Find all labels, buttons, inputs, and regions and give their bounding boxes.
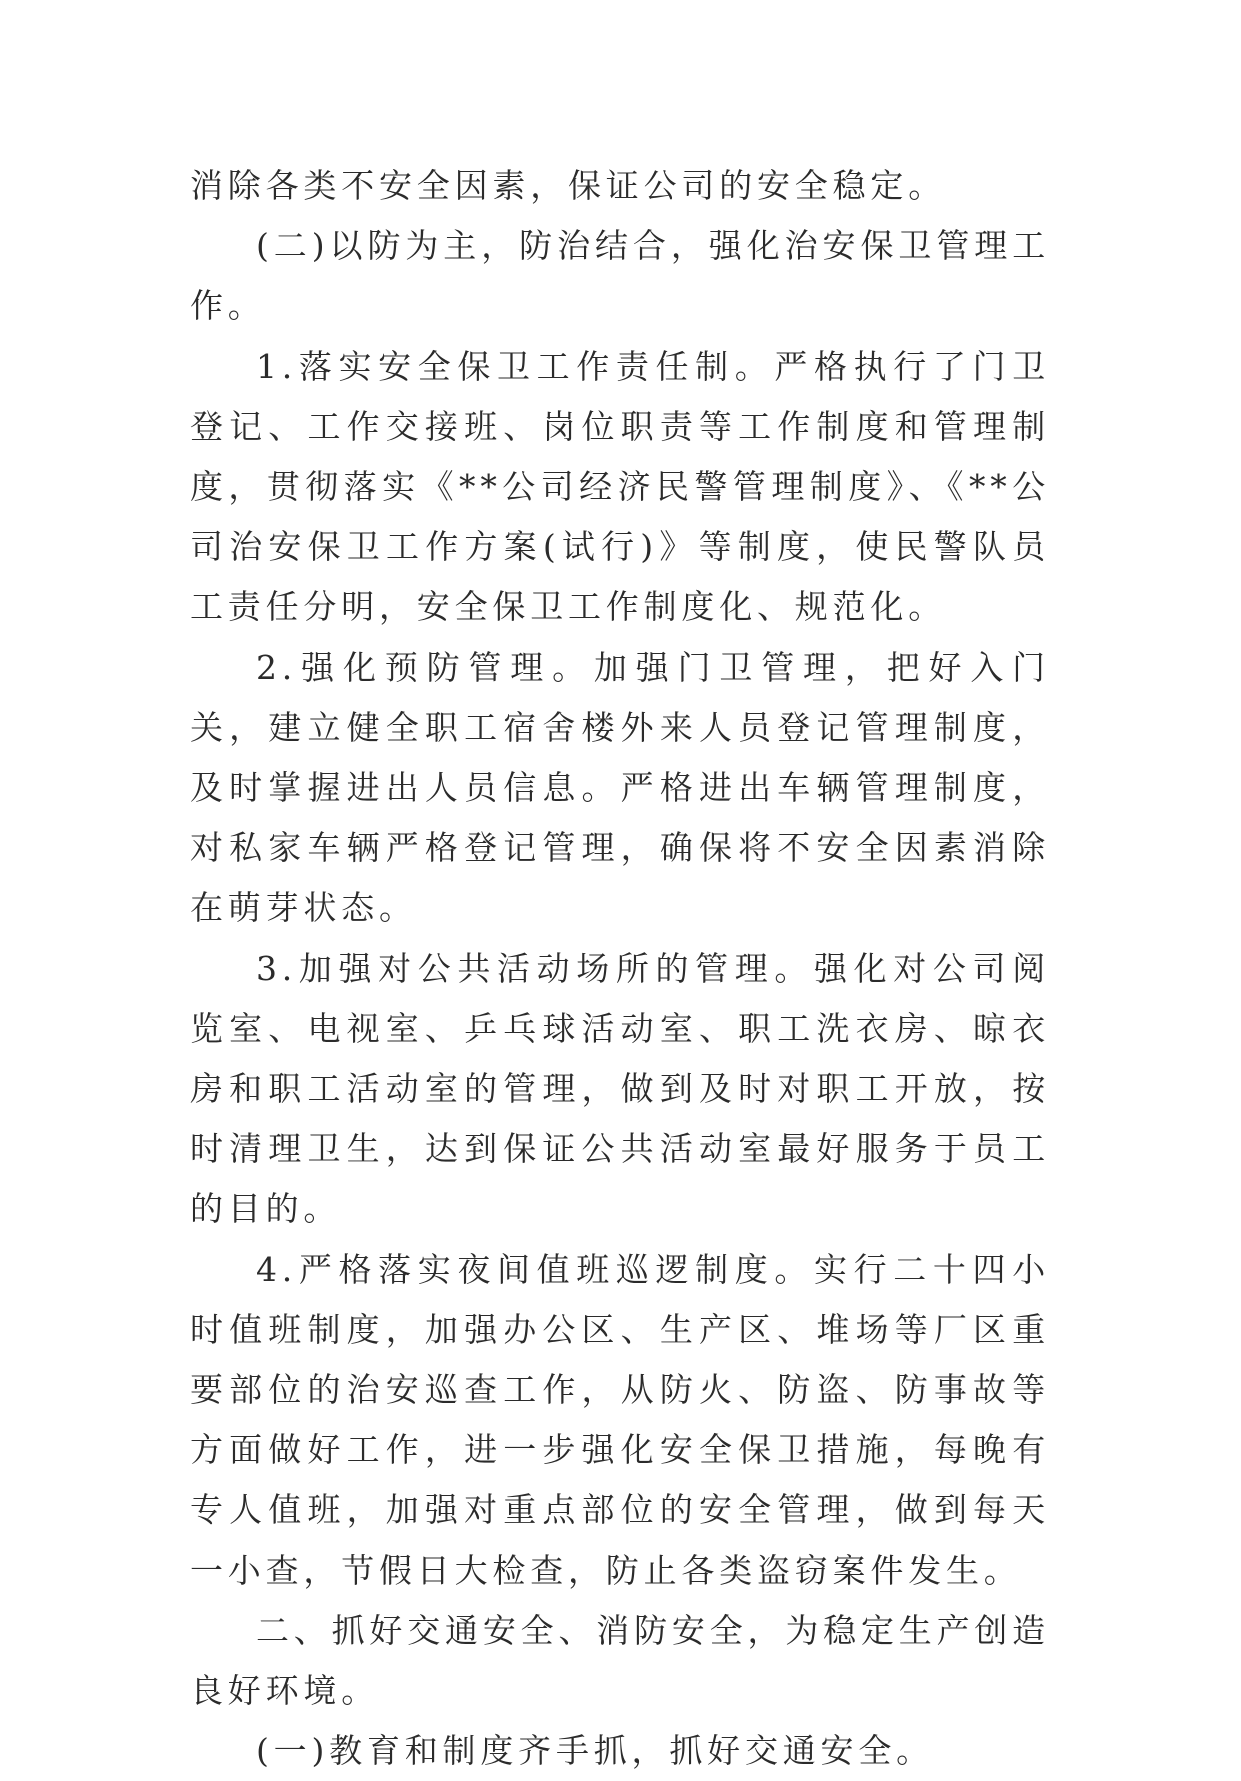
document-body <box>190 156 1050 1781</box>
paragraph: 3.加强对公共活动场所的管理。强化对公司阅览室、电视室、乒乓球活动室、职工洗衣房、晾衣房和职工活动室的管理，做到及时对职工开放，按时清理卫生，达到保证公共活动室最好服务于员工的目的。 <box>190 948 1050 1229</box>
paragraph: 4.严格落实夜间值班巡逻制度。实行二十四小时值班制度，加强办公区、生产区、堆场等厂区重要部位的治安巡查工作，从防火、防盗、防事故等方面做好工作，进一步强化安全保卫措施，每晚有专人值班，加强对重点部位的安全管理，做到每天一小查，节假日大检查，防止各类盗窃案件发生。 <box>190 1249 1050 1590</box>
paragraph: 消除各类不安全因素，保证公司的安全稳定。 <box>190 166 946 205</box>
paragraph: 2.强化预防管理。加强门卫管理，把好入门关，建立健全职工宿舍楼外来人员登记管理制度，及时掌握进出人员信息。严格进出车辆管理制度，对私家车辆严格登记管理，确保将不安全因素消除在萌芽状态。 <box>190 647 1050 928</box>
section-heading: 二、抓好交通安全、消防安全，为稳定生产创造良好环境。 <box>190 1610 1050 1711</box>
paragraph: 1.落实安全保卫工作责任制。严格执行了门卫登记、工作交接班、岗位职责等工作制度和管理制度，贯彻落实《**公司经济民警管理制度》、《**公司治安保卫工作方案(试行)》等制度，使民警队员工责任分明，安全保卫工作制度化、规范化。 <box>190 346 1050 627</box>
section-heading: (一)教育和制度齐手抓，抓好交通安全。 <box>256 1731 934 1771</box>
section-heading: (二)以防为主，防治结合，强化治安保卫管理工作。 <box>190 226 1050 326</box>
